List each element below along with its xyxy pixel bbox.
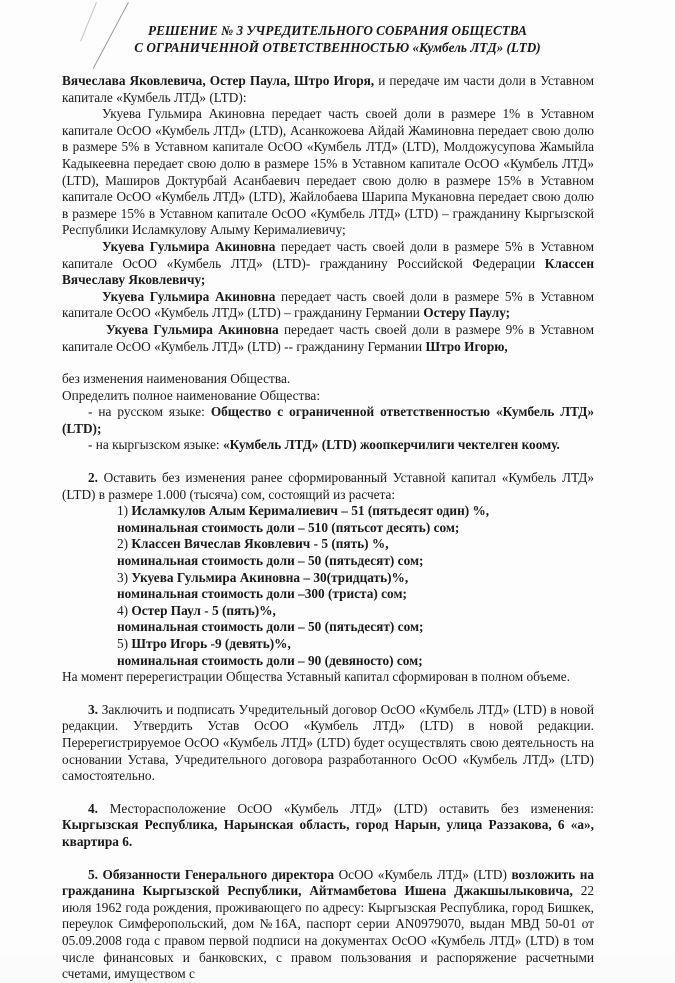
transferor-name: Укуева Гульмира Акиновна xyxy=(102,288,276,304)
title-line-2: С ОГРАНИЧЕННОЙ ОТВЕТСТВЕННОСТЬЮ «Кумбель ЛТД» (LTD) xyxy=(134,40,541,55)
section-2-number: 2. xyxy=(88,470,98,486)
section-5-paragraph xyxy=(62,867,594,983)
naming-kg-prefix: - на кыргызском языке: xyxy=(88,437,223,453)
share-item xyxy=(62,570,594,603)
share-item xyxy=(62,503,594,536)
transferor-name: Укуева Гульмира Акиновна xyxy=(102,238,276,254)
section-4-number: 4. xyxy=(88,800,98,816)
section-2-text: Оставить без изменения ранее сформированный Уставной капитал «Кумбель ЛТД» (LTD) в размере 1.000 (тысяча) сом, состоящий из расчета: xyxy=(62,470,594,502)
intro-paragraph xyxy=(62,73,594,106)
naming-russian xyxy=(62,404,594,437)
recipient-name: Классен Вячеславу Яковлевичу; xyxy=(62,255,594,288)
transfer-text: передает часть своей доли в размере 5% в Уставном капитале ОсОО «Кумбель ЛТД» (LTD)- гражданину Российской Федерации xyxy=(62,238,594,271)
share-number: 2) xyxy=(117,536,132,552)
section-4-address: Кыргызская Республика, Нарынская область, город Нарын, улица Раззакова, 6 «а», квартира 6. xyxy=(62,817,594,849)
section-5-bold-1: Обязанности Генерального директора xyxy=(97,866,335,882)
naming-no-change: без изменения наименования Общества. xyxy=(62,371,291,387)
section-5-number: 5. xyxy=(88,866,98,882)
share-number: 4) xyxy=(117,602,132,618)
transfer-paragraph-3 xyxy=(62,289,594,322)
section-3-text: Заключить и подписать Учредительный договор ОсОО «Кумбель ЛТД» (LTD) в новой редакции. Утвердить Устав ОсОО «Кумбель ЛТД» (LTD) в новой редакции. Перерегистрируемое ОсОО «Кумбель ЛТД» (LTD) будет осуществлять свою деятельность на основании Устава, Учредительного договора разработанного ОсОО «Кумбель ЛТД» (LTD) самостоятельно. xyxy=(62,701,594,784)
share-item xyxy=(62,536,594,569)
document-title xyxy=(0,22,675,56)
transferor-name: Укуева Гульмира Акиновна xyxy=(106,321,279,337)
section-5-bold-2: возложить на гражданина Кыргызской Республики, Айтмамбетова Ишена Джакшылыковича, xyxy=(62,866,595,899)
transfer-text: передает часть своей доли в размере 9% в Уставном капитале ОсОО «Кумбель ЛТД» (LTD) -- гражданину Германии xyxy=(62,321,594,354)
share-holder: Исламкулов Алым Керималиевич – 51 (пятьдесят один) %, xyxy=(131,503,490,519)
intro-rest: и передаче им части доли в Уставном капитале «Кумбель ЛТД» (LTD): xyxy=(62,73,595,105)
naming-ru-name: Общество с ограниченной ответственностью «Кумбель ЛТД» (LTD); xyxy=(62,404,595,436)
share-item xyxy=(62,603,594,636)
share-value: номинальная стоимость доли –300 (триста) сом; xyxy=(117,586,407,602)
recipient-name: Остеру Паулу; xyxy=(423,305,511,321)
share-value: номинальная стоимость доли – 50 (пятьдесят) сом; xyxy=(117,553,424,569)
share-value: номинальная стоимость доли – 510 (пятьсот десять) сом; xyxy=(117,519,460,535)
document-body xyxy=(62,73,594,983)
naming-kyrgyz xyxy=(62,437,594,454)
share-holder: Классен Вячеслав Яковлевич - 5 (пять) %, xyxy=(131,536,389,552)
section-5-text-2: 22 июля 1962 года рождения, проживающего по адресу: Кыргызская Республика, город Бишкек, переулок Симферопольский, дом №16А, паспорт серии AN0979070, выдан МВД 50-01 от 05.09.2008 года с правом первой подписи на документах ОсОО «Кумбель ЛТД» (LTD) в том числе финансовых и банковских, с правом пользования и распоряжение расчетными счетами, имуществом с xyxy=(62,883,595,982)
section-4-paragraph xyxy=(62,801,594,851)
recipient-name: Штро Игорю, xyxy=(425,338,508,354)
section-2-paragraph xyxy=(62,470,594,503)
title-line-1: РЕШЕНИЕ № 3 УЧРЕДИТЕЛЬНОГО СОБРАНИЯ ОБЩЕСТВА xyxy=(148,23,527,38)
naming-define: Определить полное наименование Общества: xyxy=(62,387,321,403)
share-number: 3) xyxy=(117,569,132,585)
share-holder: Штро Игорь -9 (девять)%, xyxy=(131,636,291,651)
naming-kg-name: «Кумбель ЛТД» (LTD) жоопкерчилиги чектелген коому. xyxy=(222,437,560,453)
share-holder: Остер Паул - 5 (пять)%, xyxy=(131,602,276,618)
share-number: 1) xyxy=(117,503,132,519)
naming-ru-prefix: - на русском языке: xyxy=(88,404,211,420)
share-value: номинальная стоимость доли – 90 (девяносто) сом; xyxy=(117,652,423,668)
section-5-text-1: ОсОО «Кумбель ЛТД» (LTD) xyxy=(334,866,512,882)
share-value: номинальная стоимость доли – 50 (пятьдесят) сом; xyxy=(117,619,424,635)
transfer-text: передает часть своей доли в размере 5% в Уставном капитале ОсОО «Кумбель ЛТД» (LTD) – гражданину Германии xyxy=(62,288,594,321)
section-3-number: 3. xyxy=(88,701,98,717)
section-4-text: Месторасположение ОсОО «Кумбель ЛТД» (LTD) оставить без изменения: xyxy=(97,800,594,816)
share-number: 5) xyxy=(117,636,132,651)
share-holder: Укуева Гульмира Акиновна – 30(тридцать)%, xyxy=(131,569,409,585)
transfer-paragraph-1: Укуева Гульмира Акиновна передает часть своей доли в размере 1% в Уставном капитале ОсОО «Кумбель ЛТД» (LTD), Асанкожоева Айдай Жаминовна передает свою долю в размере 5% в Уставном капитале ОсОО «Кумбель ЛТД» (LTD), Молдожусупова Жамыйла Кадыкеевна передает свою долю в размере 15% в Уставном капитале ОсОО «Кумбель ЛТД» (LTD), Маширов Доктурбай Асанбаевич передает свою долю в размере 15% в Уставном капитале ОсОО «Кумбель ЛТД» (LTD), Жайлобаева Шарипа Мукановна передает свою долю в размере 15% в Уставном капитале ОсОО «Кумбель ЛТД» (LTD) – гражданину Кыргызской Республики Исламкулову Алыму Керималиевичу; xyxy=(62,106,594,238)
section-3-paragraph xyxy=(62,702,594,785)
transfer-paragraph-2 xyxy=(62,239,594,289)
share-item xyxy=(62,636,594,669)
section-2-closing: На момент перерегистрации Общества Уставный капитал сформирован в полном объеме. xyxy=(62,669,571,685)
transfer-paragraph-4 xyxy=(62,322,594,355)
share-list xyxy=(62,503,594,669)
intro-names: Вячеслава Яковлевича, Остер Паула, Штро Игоря, xyxy=(62,73,375,88)
